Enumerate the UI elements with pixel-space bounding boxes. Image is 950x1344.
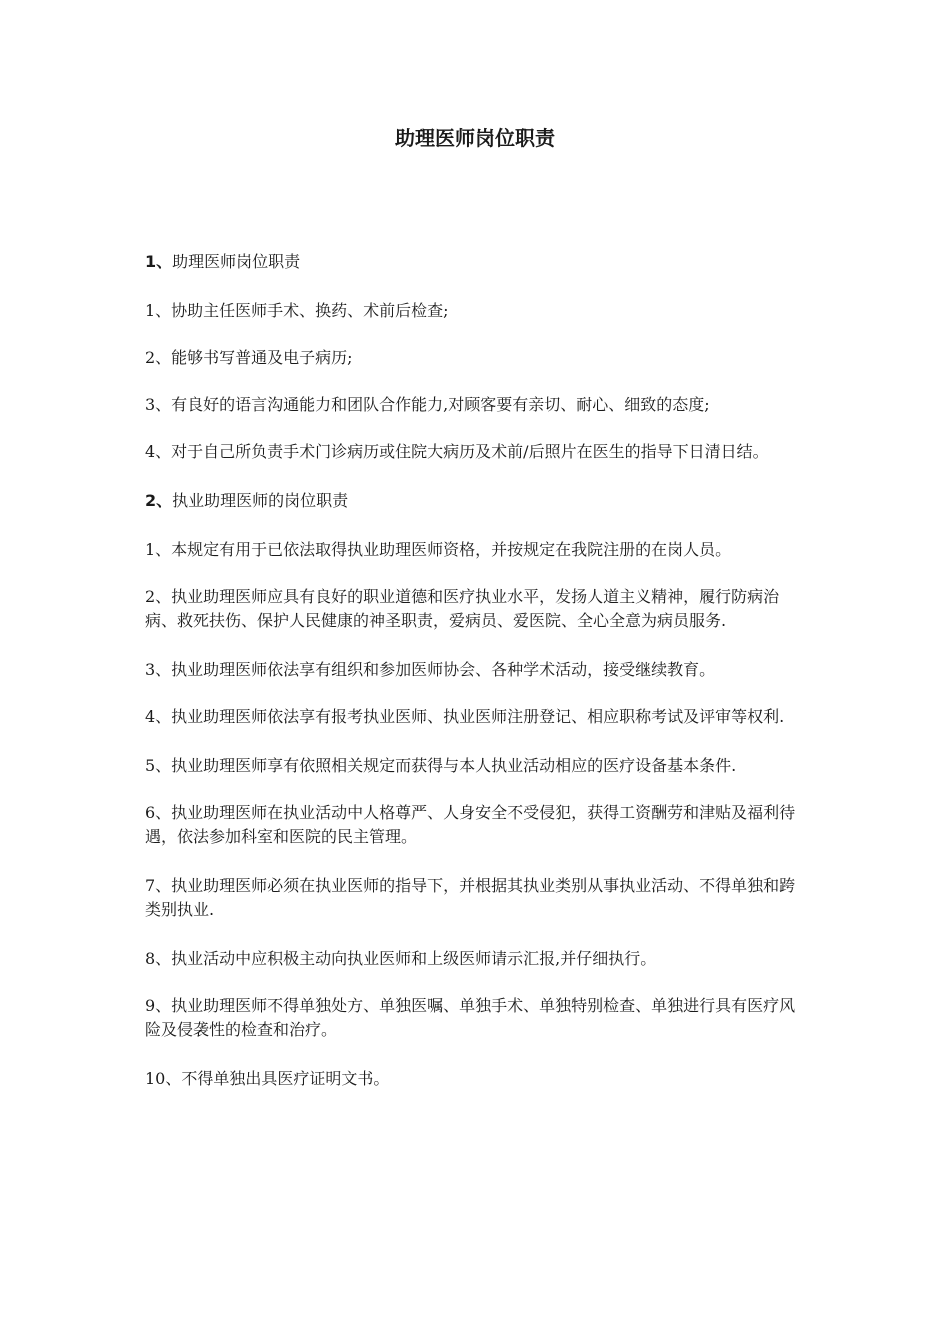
list-item: 9、执业助理医师不得单独处方、单独医嘱、单独手术、单独特别检查、单独进行具有医疗风险及侵袭性的检查和治疗。	[145, 996, 796, 1039]
section-number: 2、	[145, 491, 173, 510]
list-item: 1、本规定有用于已依法取得执业助理医师资格，并按规定在我院注册的在岗人员。	[145, 540, 732, 559]
document-body	[145, 250, 810, 1114]
list-item: 3、有良好的语言沟通能力和团队合作能力,对顾客要有亲切、耐心、细致的态度;	[145, 395, 710, 414]
section-heading	[145, 489, 810, 513]
list-item: 4、对于自己所负责手术门诊病历或住院大病历及术前/后照片在医生的指导下日清日结。	[145, 442, 769, 461]
list-item: 3、执业助理医师依法享有组织和参加医师协会、各种学术活动，接受继续教育。	[145, 660, 716, 679]
document-title: 助理医师岗位职责	[395, 126, 555, 150]
section-heading-text: 执业助理医师的岗位职责	[172, 491, 349, 510]
list-item: 8、执业活动中应积极主动向执业医师和上级医师请示汇报,并仔细执行。	[145, 949, 657, 968]
list-item: 6、执业助理医师在执业活动中人格尊严、人身安全不受侵犯，获得工资酬劳和津贴及福利待遇，依法参加科室和医院的民主管理。	[145, 803, 796, 846]
section-number: 1、	[145, 252, 173, 271]
list-item: 7、执业助理医师必须在执业医师的指导下，并根据其执业类别从事执业活动、不得单独和跨类别执业.	[145, 876, 796, 919]
list-item: 2、执业助理医师应具有良好的职业道德和医疗执业水平，发扬人道主义精神，履行防病治病、救死扶伤、保护人民健康的神圣职责，爱病员、爱医院、全心全意为病员服务.	[145, 587, 780, 630]
section-heading	[145, 250, 810, 274]
list-item: 5、执业助理医师享有依照相关规定而获得与本人执业活动相应的医疗设备基本条件.	[145, 756, 737, 775]
section-2	[145, 489, 810, 1091]
list-item: 4、执业助理医师依法享有报考执业医师、执业医师注册登记、相应职称考试及评审等权利.	[145, 707, 785, 726]
list-item: 1、协助主任医师手术、换药、术前后检查;	[145, 301, 449, 320]
section-1	[145, 250, 810, 464]
section-heading-text: 助理医师岗位职责	[172, 252, 301, 271]
list-item: 10、不得单独出具医疗证明文书。	[145, 1069, 390, 1088]
list-item: 2、能够书写普通及电子病历;	[145, 348, 353, 367]
